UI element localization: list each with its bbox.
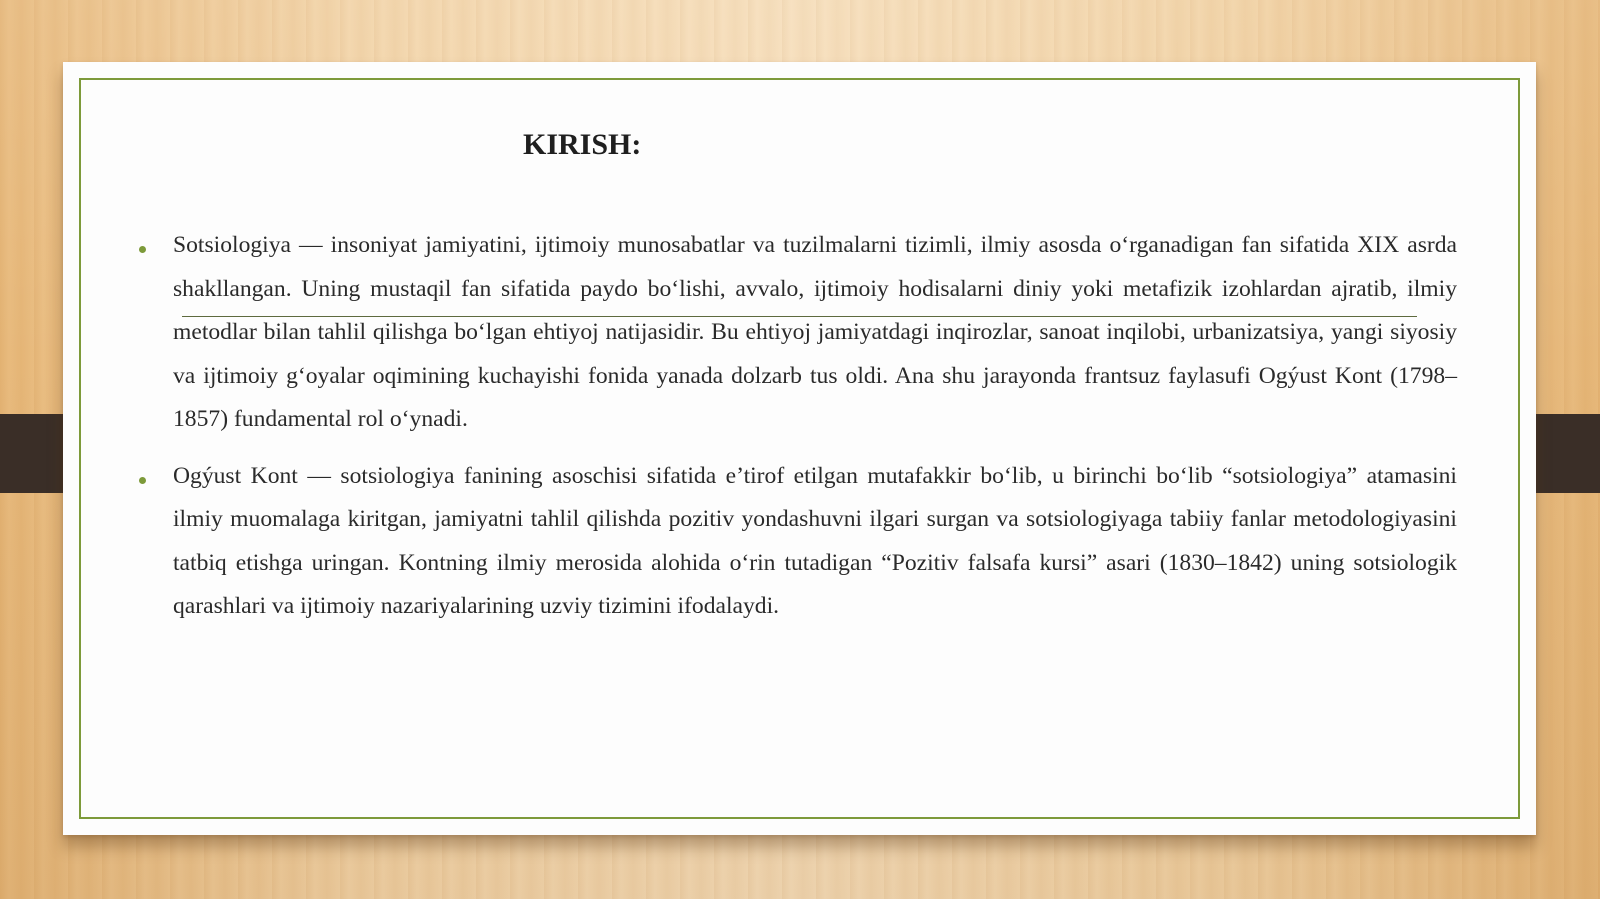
paragraph-kont: Ogýust Kont — sotsiologiya fanining asoschisi sifatida e’tirof etilgan mutafakkir bo‘lib, u birinchi bo‘lib “sotsiologiya” atamasini ilmiy muomalaga kiritgan, jamiyatni tahlil qilishda pozitiv yondashuvni ilgari surgan va sotsiologiyaga tabiiy fanlar metodologiyasini tatbiq etishga uringan. Kontning ilmiy merosida alohida o‘rin tutadigan “Pozitiv falsafa kursi” asari (1830–1842) uning sotsiologik qarashlari va ijtimoiy nazariyalarining uzviy tizimini ifodalaydi. xyxy=(173,462,1457,619)
list-item xyxy=(109,224,1457,442)
slide-title: KIRISH: xyxy=(523,128,642,161)
slide-card xyxy=(63,62,1536,835)
bullet-list xyxy=(109,224,1457,642)
bullet-dot-icon xyxy=(139,246,146,253)
bullet-dot-icon xyxy=(139,477,146,484)
paragraph-sotsiologiya: Sotsiologiya — insoniyat jamiyatini, ijtimoiy munosabatlar va tuzilmalarni tizimli, ilmiy asosda o‘rganadigan fan sifatida XIX asrda shakllangan. Uning mustaqil fan sifatida paydo bo‘lishi, avvalo, ijtimoiy hodisalarni diniy yoki metafizik izohlardan ajratib, ilmiy metodlar bilan tahlil qilishga bo‘lgan ehtiyoj natijasidir. Bu ehtiyoj jamiyatdagi inqirozlar, sanoat inqilobi, urbanizatsiya, yangi siyosiy va ijtimoiy g‘oyalar oqimining kuchayishi fonida yanada dolzarb tus oldi. Ana shu jarayonda frantsuz faylasufi Ogýust Kont (1798–1857) fundamental rol o‘ynadi. xyxy=(173,232,1457,432)
text-underline-rule xyxy=(182,316,1417,317)
list-item xyxy=(109,455,1457,629)
